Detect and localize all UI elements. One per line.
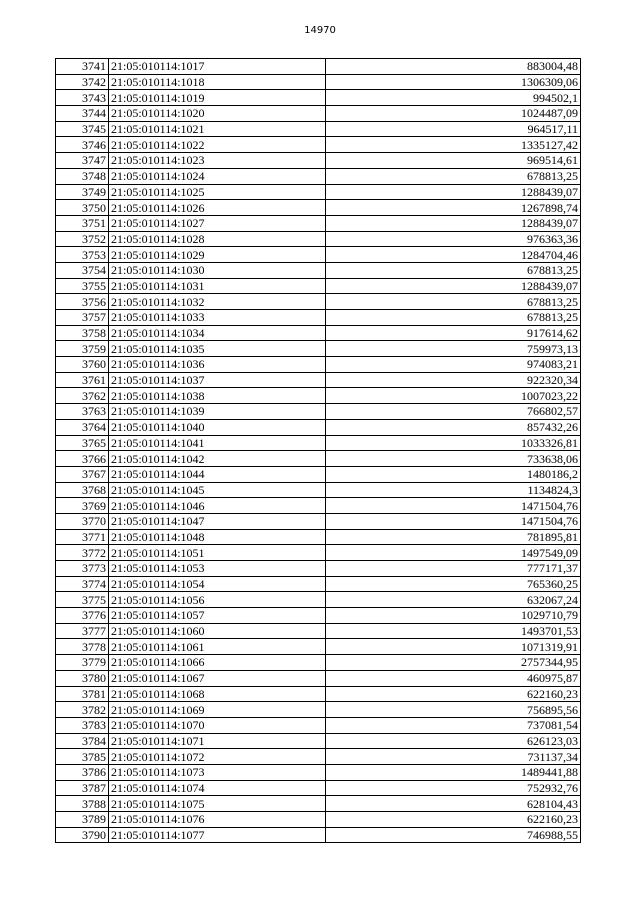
row-number-cell: 3745 xyxy=(56,121,109,137)
cadastral-value-table xyxy=(55,58,581,843)
row-number-cell: 3744 xyxy=(56,106,109,122)
cadastral-number-cell: 21:05:010114:1072 xyxy=(109,749,326,765)
row-number-cell: 3758 xyxy=(56,325,109,341)
row-number-cell: 3775 xyxy=(56,592,109,608)
row-number-cell: 3764 xyxy=(56,419,109,435)
cadastral-value-cell: 766802,57 xyxy=(326,404,581,420)
cadastral-value-cell: 678813,25 xyxy=(326,310,581,326)
cadastral-number-cell: 21:05:010114:1018 xyxy=(109,74,326,90)
cadastral-number-cell: 21:05:010114:1035 xyxy=(109,341,326,357)
cadastral-value-cell: 1480186,2 xyxy=(326,466,581,482)
row-number-cell: 3760 xyxy=(56,357,109,373)
row-number-cell: 3779 xyxy=(56,655,109,671)
row-number-cell: 3750 xyxy=(56,200,109,216)
table-row xyxy=(56,827,581,843)
table-row xyxy=(56,341,581,357)
row-number-cell: 3786 xyxy=(56,764,109,780)
table-row xyxy=(56,498,581,514)
table-row xyxy=(56,451,581,467)
row-number-cell: 3767 xyxy=(56,466,109,482)
table-row xyxy=(56,796,581,812)
cadastral-value-cell: 731137,34 xyxy=(326,749,581,765)
cadastral-number-cell: 21:05:010114:1053 xyxy=(109,561,326,577)
table-row xyxy=(56,59,581,75)
table-row xyxy=(56,121,581,137)
table-row xyxy=(56,545,581,561)
cadastral-value-cell: 1471504,76 xyxy=(326,498,581,514)
row-number-cell: 3769 xyxy=(56,498,109,514)
row-number-cell: 3754 xyxy=(56,262,109,278)
cadastral-value-cell: 1288439,07 xyxy=(326,278,581,294)
table-row xyxy=(56,529,581,545)
cadastral-number-cell: 21:05:010114:1054 xyxy=(109,576,326,592)
table-row xyxy=(56,231,581,247)
row-number-cell: 3773 xyxy=(56,561,109,577)
cadastral-value-cell: 746988,55 xyxy=(326,827,581,843)
cadastral-value-cell: 1267898,74 xyxy=(326,200,581,216)
cadastral-number-cell: 21:05:010114:1024 xyxy=(109,168,326,184)
row-number-cell: 3777 xyxy=(56,623,109,639)
cadastral-value-cell: 1134824,3 xyxy=(326,482,581,498)
cadastral-number-cell: 21:05:010114:1077 xyxy=(109,827,326,843)
table-row xyxy=(56,388,581,404)
table-row xyxy=(56,623,581,639)
table-row xyxy=(56,764,581,780)
cadastral-value-cell: 781895,81 xyxy=(326,529,581,545)
cadastral-value-cell: 974083,21 xyxy=(326,357,581,373)
row-number-cell: 3743 xyxy=(56,90,109,106)
cadastral-value-cell: 1471504,76 xyxy=(326,513,581,529)
cadastral-number-cell: 21:05:010114:1047 xyxy=(109,513,326,529)
cadastral-value-cell: 917614,62 xyxy=(326,325,581,341)
cadastral-number-cell: 21:05:010114:1026 xyxy=(109,200,326,216)
row-number-cell: 3748 xyxy=(56,168,109,184)
row-number-cell: 3781 xyxy=(56,686,109,702)
cadastral-number-cell: 21:05:010114:1073 xyxy=(109,764,326,780)
cadastral-number-cell: 21:05:010114:1031 xyxy=(109,278,326,294)
table-row xyxy=(56,372,581,388)
cadastral-number-cell: 21:05:010114:1066 xyxy=(109,655,326,671)
table-row xyxy=(56,90,581,106)
table-row xyxy=(56,670,581,686)
page-number: 14970 xyxy=(304,25,336,36)
cadastral-number-cell: 21:05:010114:1023 xyxy=(109,153,326,169)
cadastral-value-cell: 678813,25 xyxy=(326,168,581,184)
cadastral-number-cell: 21:05:010114:1027 xyxy=(109,215,326,231)
row-number-cell: 3783 xyxy=(56,717,109,733)
row-number-cell: 3780 xyxy=(56,670,109,686)
row-number-cell: 3784 xyxy=(56,733,109,749)
cadastral-value-cell: 922320,34 xyxy=(326,372,581,388)
table-row xyxy=(56,325,581,341)
table-row xyxy=(56,717,581,733)
cadastral-value-cell: 1335127,42 xyxy=(326,137,581,153)
cadastral-number-cell: 21:05:010114:1017 xyxy=(109,59,326,75)
cadastral-number-cell: 21:05:010114:1038 xyxy=(109,388,326,404)
row-number-cell: 3776 xyxy=(56,608,109,624)
cadastral-value-cell: 964517,11 xyxy=(326,121,581,137)
cadastral-number-cell: 21:05:010114:1061 xyxy=(109,639,326,655)
table-row xyxy=(56,106,581,122)
table-row xyxy=(56,435,581,451)
row-number-cell: 3768 xyxy=(56,482,109,498)
cadastral-value-cell: 632067,24 xyxy=(326,592,581,608)
cadastral-number-cell: 21:05:010114:1051 xyxy=(109,545,326,561)
table-row xyxy=(56,200,581,216)
row-number-cell: 3755 xyxy=(56,278,109,294)
table-row xyxy=(56,184,581,200)
row-number-cell: 3790 xyxy=(56,827,109,843)
table-body xyxy=(56,59,581,843)
cadastral-number-cell: 21:05:010114:1032 xyxy=(109,294,326,310)
cadastral-value-cell: 857432,26 xyxy=(326,419,581,435)
cadastral-number-cell: 21:05:010114:1076 xyxy=(109,812,326,828)
row-number-cell: 3741 xyxy=(56,59,109,75)
table-row xyxy=(56,294,581,310)
row-number-cell: 3759 xyxy=(56,341,109,357)
cadastral-number-cell: 21:05:010114:1030 xyxy=(109,262,326,278)
cadastral-value-cell: 622160,23 xyxy=(326,812,581,828)
cadastral-number-cell: 21:05:010114:1075 xyxy=(109,796,326,812)
row-number-cell: 3751 xyxy=(56,215,109,231)
cadastral-value-cell: 628104,43 xyxy=(326,796,581,812)
cadastral-value-cell: 759973,13 xyxy=(326,341,581,357)
cadastral-value-cell: 1033326,81 xyxy=(326,435,581,451)
cadastral-value-cell: 1489441,88 xyxy=(326,764,581,780)
cadastral-value-cell: 777171,37 xyxy=(326,561,581,577)
table-row xyxy=(56,168,581,184)
cadastral-number-cell: 21:05:010114:1074 xyxy=(109,780,326,796)
cadastral-number-cell: 21:05:010114:1021 xyxy=(109,121,326,137)
row-number-cell: 3770 xyxy=(56,513,109,529)
cadastral-number-cell: 21:05:010114:1020 xyxy=(109,106,326,122)
cadastral-value-cell: 1007023,22 xyxy=(326,388,581,404)
row-number-cell: 3788 xyxy=(56,796,109,812)
row-number-cell: 3763 xyxy=(56,404,109,420)
row-number-cell: 3753 xyxy=(56,247,109,263)
table-row xyxy=(56,215,581,231)
cadastral-value-cell: 2757344,95 xyxy=(326,655,581,671)
table-row xyxy=(56,466,581,482)
cadastral-number-cell: 21:05:010114:1069 xyxy=(109,702,326,718)
row-number-cell: 3766 xyxy=(56,451,109,467)
row-number-cell: 3752 xyxy=(56,231,109,247)
cadastral-value-cell: 1024487,09 xyxy=(326,106,581,122)
row-number-cell: 3757 xyxy=(56,310,109,326)
cadastral-value-cell: 1497549,09 xyxy=(326,545,581,561)
cadastral-number-cell: 21:05:010114:1044 xyxy=(109,466,326,482)
cadastral-value-cell: 765360,25 xyxy=(326,576,581,592)
cadastral-number-cell: 21:05:010114:1057 xyxy=(109,608,326,624)
cadastral-value-cell: 1288439,07 xyxy=(326,184,581,200)
table-row xyxy=(56,686,581,702)
row-number-cell: 3787 xyxy=(56,780,109,796)
cadastral-value-cell: 737081,54 xyxy=(326,717,581,733)
cadastral-number-cell: 21:05:010114:1067 xyxy=(109,670,326,686)
cadastral-number-cell: 21:05:010114:1039 xyxy=(109,404,326,420)
table-row xyxy=(56,310,581,326)
table-row xyxy=(56,576,581,592)
table-row xyxy=(56,733,581,749)
table-row xyxy=(56,74,581,90)
cadastral-value-cell: 756895,56 xyxy=(326,702,581,718)
row-number-cell: 3778 xyxy=(56,639,109,655)
table-row xyxy=(56,639,581,655)
cadastral-number-cell: 21:05:010114:1042 xyxy=(109,451,326,467)
row-number-cell: 3774 xyxy=(56,576,109,592)
cadastral-value-cell: 460975,87 xyxy=(326,670,581,686)
cadastral-number-cell: 21:05:010114:1019 xyxy=(109,90,326,106)
table-row xyxy=(56,812,581,828)
cadastral-value-cell: 733638,06 xyxy=(326,451,581,467)
cadastral-number-cell: 21:05:010114:1033 xyxy=(109,310,326,326)
table-row xyxy=(56,608,581,624)
cadastral-value-cell: 1493701,53 xyxy=(326,623,581,639)
cadastral-value-cell: 994502,1 xyxy=(326,90,581,106)
table-row xyxy=(56,404,581,420)
cadastral-value-cell: 969514,61 xyxy=(326,153,581,169)
table-row xyxy=(56,655,581,671)
table-row xyxy=(56,749,581,765)
cadastral-value-cell: 678813,25 xyxy=(326,262,581,278)
table-row xyxy=(56,153,581,169)
table-row xyxy=(56,592,581,608)
table-row xyxy=(56,702,581,718)
cadastral-number-cell: 21:05:010114:1056 xyxy=(109,592,326,608)
row-number-cell: 3747 xyxy=(56,153,109,169)
table-row xyxy=(56,247,581,263)
cadastral-number-cell: 21:05:010114:1070 xyxy=(109,717,326,733)
row-number-cell: 3746 xyxy=(56,137,109,153)
cadastral-number-cell: 21:05:010114:1028 xyxy=(109,231,326,247)
cadastral-value-cell: 883004,48 xyxy=(326,59,581,75)
cadastral-value-cell: 626123,03 xyxy=(326,733,581,749)
row-number-cell: 3756 xyxy=(56,294,109,310)
cadastral-number-cell: 21:05:010114:1041 xyxy=(109,435,326,451)
cadastral-value-cell: 1284704,46 xyxy=(326,247,581,263)
cadastral-value-cell: 1288439,07 xyxy=(326,215,581,231)
row-number-cell: 3765 xyxy=(56,435,109,451)
cadastral-number-cell: 21:05:010114:1025 xyxy=(109,184,326,200)
cadastral-number-cell: 21:05:010114:1048 xyxy=(109,529,326,545)
table-row xyxy=(56,357,581,373)
cadastral-value-cell: 752932,76 xyxy=(326,780,581,796)
table-row xyxy=(56,137,581,153)
row-number-cell: 3749 xyxy=(56,184,109,200)
cadastral-number-cell: 21:05:010114:1036 xyxy=(109,357,326,373)
cadastral-value-cell: 622160,23 xyxy=(326,686,581,702)
cadastral-number-cell: 21:05:010114:1046 xyxy=(109,498,326,514)
row-number-cell: 3785 xyxy=(56,749,109,765)
table-row xyxy=(56,482,581,498)
cadastral-number-cell: 21:05:010114:1060 xyxy=(109,623,326,639)
row-number-cell: 3742 xyxy=(56,74,109,90)
row-number-cell: 3782 xyxy=(56,702,109,718)
cadastral-number-cell: 21:05:010114:1071 xyxy=(109,733,326,749)
cadastral-number-cell: 21:05:010114:1045 xyxy=(109,482,326,498)
cadastral-value-cell: 1071319,91 xyxy=(326,639,581,655)
row-number-cell: 3762 xyxy=(56,388,109,404)
cadastral-number-cell: 21:05:010114:1040 xyxy=(109,419,326,435)
cadastral-number-cell: 21:05:010114:1034 xyxy=(109,325,326,341)
cadastral-number-cell: 21:05:010114:1068 xyxy=(109,686,326,702)
cadastral-number-cell: 21:05:010114:1022 xyxy=(109,137,326,153)
row-number-cell: 3772 xyxy=(56,545,109,561)
cadastral-number-cell: 21:05:010114:1029 xyxy=(109,247,326,263)
cadastral-value-cell: 1306309,06 xyxy=(326,74,581,90)
cadastral-value-cell: 976363,36 xyxy=(326,231,581,247)
table-row xyxy=(56,513,581,529)
table-row xyxy=(56,780,581,796)
table-row xyxy=(56,262,581,278)
row-number-cell: 3761 xyxy=(56,372,109,388)
table-row xyxy=(56,561,581,577)
table-row xyxy=(56,278,581,294)
row-number-cell: 3789 xyxy=(56,812,109,828)
row-number-cell: 3771 xyxy=(56,529,109,545)
cadastral-number-cell: 21:05:010114:1037 xyxy=(109,372,326,388)
cadastral-value-cell: 1029710,79 xyxy=(326,608,581,624)
table-row xyxy=(56,419,581,435)
cadastral-value-cell: 678813,25 xyxy=(326,294,581,310)
